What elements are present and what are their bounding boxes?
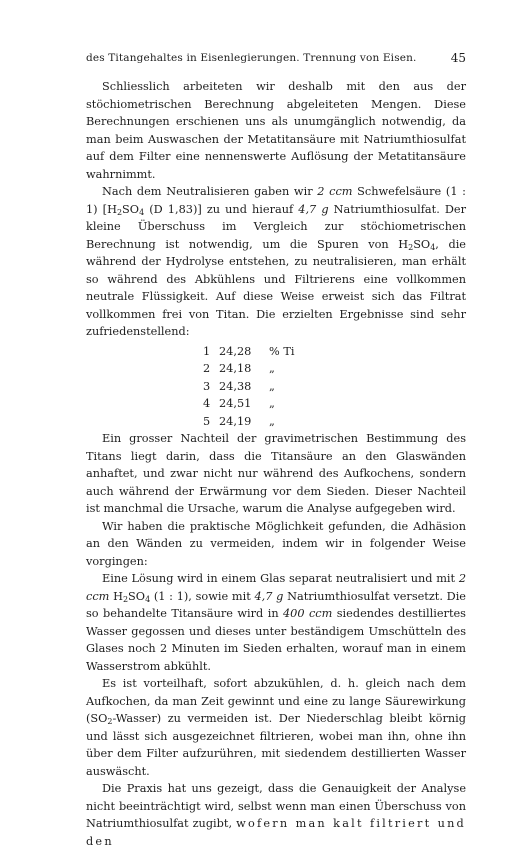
text-segment: siedendes destilliertes Wasser gegossen und dieses unter beständigem Umschütteln des Glases noch 2 Minuten im Sieden erhalten, worauf man in einem Wasserstrom abkühlt. — [86, 607, 466, 673]
result-number: 2 — [203, 362, 211, 375]
text-segment: (1 : 1), sowie mit — [150, 589, 255, 603]
result-number: 1 — [203, 344, 211, 358]
text-segment: Schwefelsäure (1 : 1) [H — [86, 185, 466, 216]
text-segment: Es ist vorteilhaft, sofort abzukühlen, d. h. gleich nach dem Aufkochen, da man Zeit gewinnt und eine zu lange Säurewirkung (SO — [86, 677, 466, 725]
text-segment: , die während der Hydrolyse entstehen, zu neutralisieren, man erhält so während des Abkühlens und Filtrierens eine vollkommen neutrale Flüssigkeit. Auf diese Weise erweist sich das Filtrat vollkommen frei von Titan. Die erzielten Ergebnisse sind sehr zufriedenstellend: — [86, 237, 466, 338]
text-segment: Nach dem Neutralisieren gaben wir — [102, 185, 318, 198]
text-segment: wofern man kalt filtriert und den — [86, 817, 466, 848]
text-segment: SO — [128, 589, 146, 603]
paragraph-p7 — [86, 780, 466, 850]
text-segment: Natriumthiosulfat versetzt. Die so behandelte Titansäure wird in — [86, 589, 466, 620]
text-segment: Schliesslich arbeiteten wir deshalb mit den aus der stöchiometrischen Berechnung abgeleiteten Mengen. Diese Berechnungen erschienen uns als unumgänglich notwendig, da man beim Auswaschen der Metatitansäure mit Natriumthiosulfat auf dem Filter eine nennenswerte Auflösung der Metatitansäure wahrnimmt. — [86, 80, 466, 181]
paragraph-p4 — [86, 518, 466, 571]
text-segment: H — [109, 589, 123, 603]
text-segment: SO — [413, 237, 431, 251]
paragraph-p5 — [86, 570, 466, 675]
text-segment: -Wasser) zu vermeiden ist. Der Niederschlag bleibt körnig und lässt sich ausgezeichnet filtrieren, wobei man ihn, ohne ihn über dem Filter aufzurühren, mit siedendem destillierten Wasser auswäscht. — [86, 712, 466, 778]
text-segment: 4 — [430, 242, 436, 252]
result-unit: „ — [269, 397, 275, 410]
text-segment: SO — [122, 202, 140, 216]
result-value: 24,19 — [219, 414, 252, 428]
paragraph-p3 — [86, 430, 466, 518]
text-segment: 400 ccm — [283, 607, 333, 620]
result-value: 24,38 — [219, 379, 252, 393]
result-unit: „ — [269, 379, 275, 393]
result-number: 5 — [203, 414, 211, 428]
result-unit: „ — [269, 362, 275, 375]
paragraph-p1 — [86, 78, 466, 183]
running-title: des Titangehaltes in Eisenlegierungen. Trennung von Eisen. — [86, 52, 417, 64]
result-number: 4 — [203, 397, 211, 410]
text-segment: (D 1,83)] zu und hierauf — [144, 202, 299, 216]
results-list — [86, 343, 466, 431]
text-segment: 4,7 g — [298, 202, 329, 216]
text-segment: 2 — [408, 242, 414, 252]
result-value: 24,28 — [219, 344, 252, 358]
text-segment: 2 — [122, 594, 129, 604]
text-segment: Eine Lösung wird in einem Glas separat neutralisiert und mit — [102, 572, 459, 585]
result-value: 24,51 — [219, 397, 252, 410]
text-segment: 2 ccm — [86, 572, 466, 603]
paragraph-p6 — [86, 675, 466, 780]
result-row — [203, 343, 466, 361]
body-text — [86, 78, 466, 850]
text-segment: 4,7 g — [254, 589, 284, 603]
text-segment: Die Praxis hat uns gezeigt, dass die Genauigkeit der Analyse nicht beeinträchtigt wird, selbst wenn man einen Überschuss von Natriumthiosulfat zugibt, — [86, 782, 466, 830]
result-unit: % Ti — [269, 344, 295, 358]
result-value: 24,18 — [219, 362, 252, 375]
result-unit: „ — [269, 414, 275, 428]
paragraph-p2 — [86, 183, 466, 341]
text-segment: 2 — [107, 717, 113, 726]
text-segment: Ein grosser Nachteil der gravimetrischen Bestimmung des Titans liegt darin, dass die Titansäure an den Glaswänden anhaftet, und zwar nicht nur während des Aufkochens, sondern auch während der Erwärmung vor dem Sieden. Dieser Nachteil ist manchmal die Ursache, warum die Analyse aufgegeben wird. — [86, 432, 466, 515]
result-number: 3 — [203, 379, 211, 393]
paragraphs-after-results — [86, 430, 466, 850]
result-row — [203, 413, 466, 431]
running-header — [86, 50, 466, 68]
page-number: 45 — [450, 51, 466, 65]
paragraphs-before-results — [86, 78, 466, 341]
text-segment: 4 — [145, 594, 151, 604]
text-segment: Natriumthiosulfat. Der kleine Überschuss im Vergleich zur stöchiometrischen Berechnung ist notwendig, um die Spuren von H — [86, 202, 467, 251]
text-segment: 2 ccm — [317, 185, 353, 198]
text-segment: 2 — [116, 207, 123, 217]
result-row — [203, 378, 466, 396]
result-row — [203, 395, 466, 413]
text-segment: 4 — [139, 207, 145, 217]
text-segment: Wir haben die praktische Möglichkeit gefunden, die Adhäsion an den Wänden zu vermeiden, indem wir in folgender Weise vorgingen: — [86, 519, 466, 568]
result-row — [203, 360, 466, 378]
